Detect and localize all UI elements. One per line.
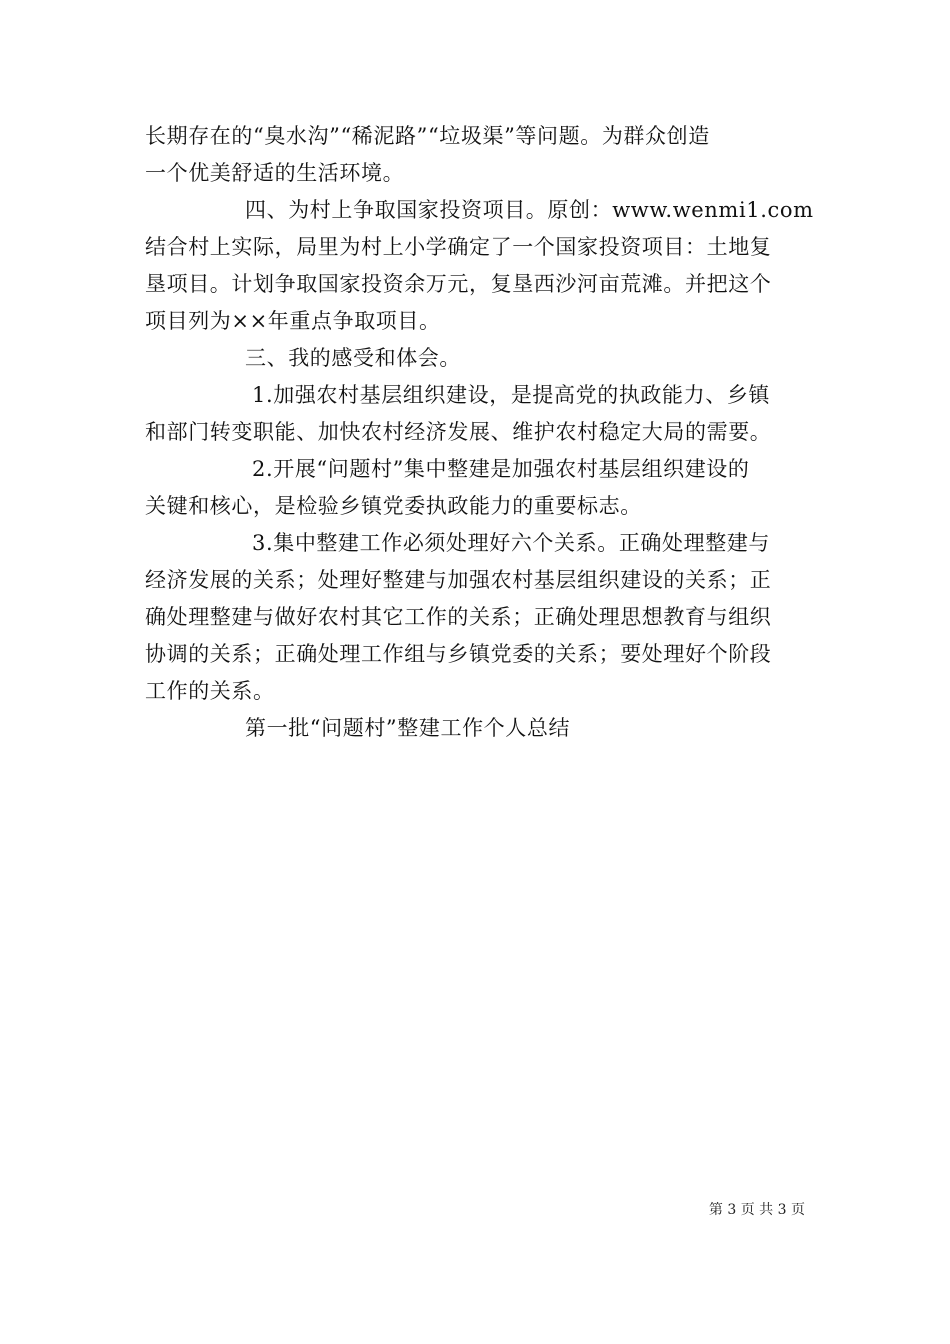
paragraph-line: 长期存在的“臭水沟”“稀泥路”“垃圾渠”等问题。为群众创造: [145, 124, 710, 148]
paragraph-line: 一个优美舒适的生活环境。: [145, 161, 405, 185]
paragraph-line: 经济发展的关系；处理好整建与加强农村基层组织建设的关系；正: [145, 568, 772, 592]
section-heading-four: 四、为村上争取国家投资项目。原创：www.wenmi1.com: [245, 198, 814, 222]
document-subtitle: 第一批“问题村”整建工作个人总结: [245, 716, 571, 740]
paragraph-line: 项目列为××年重点争取项目。: [145, 309, 441, 333]
paragraph-line: 垦项目。计划争取国家投资余万元，复垦西沙河亩荒滩。并把这个: [145, 272, 772, 296]
list-item-two: 2.开展“问题村”集中整建是加强农村基层组织建设的: [252, 457, 750, 481]
document-body: [145, 118, 814, 747]
paragraph-line: 确处理整建与做好农村其它工作的关系；正确处理思想教育与组织: [145, 605, 772, 629]
paragraph-line: 结合村上实际，局里为村上小学确定了一个国家投资项目：土地复: [145, 235, 772, 259]
paragraph-line: 工作的关系。: [145, 679, 275, 703]
section-heading-three: 三、我的感受和体会。: [245, 346, 461, 370]
paragraph-line: 关键和核心，是检验乡镇党委执政能力的重要标志。: [145, 494, 642, 518]
list-item-three: 3.集中整建工作必须处理好六个关系。正确处理整建与: [252, 531, 771, 555]
page-number-footer: 第 3 页 共 3 页: [708, 1202, 805, 1218]
list-item-one: 1.加强农村基层组织建设，是提高党的执政能力、乡镇: [252, 383, 771, 407]
paragraph-line: 协调的关系；正确处理工作组与乡镇党委的关系；要处理好个阶段: [145, 642, 772, 666]
paragraph-line: 和部门转变职能、加快农村经济发展、维护农村稳定大局的需要。: [145, 420, 772, 444]
